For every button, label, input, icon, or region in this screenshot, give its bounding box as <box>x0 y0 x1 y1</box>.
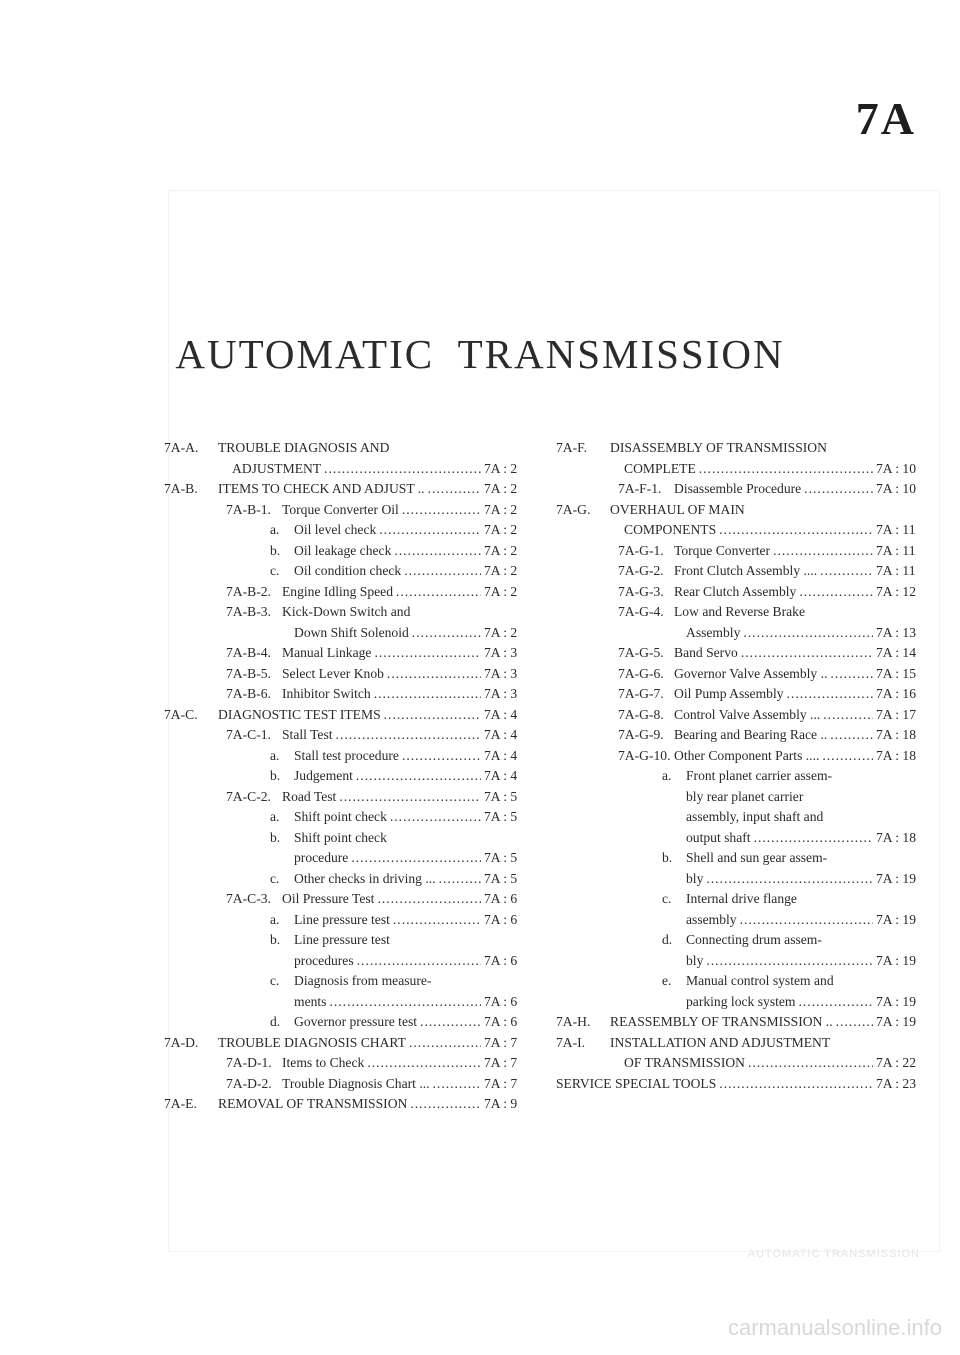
toc-entry-number: c. <box>270 973 280 988</box>
toc-entry-page: 7A : 6 <box>484 993 518 1009</box>
toc-entry <box>164 992 534 1013</box>
toc-entry <box>164 684 534 705</box>
toc-entry-label: Governor Valve Assembly .. <box>674 665 828 681</box>
toc-entry-label: TROUBLE DIAGNOSIS CHART <box>218 1034 406 1050</box>
toc-entry <box>164 623 534 644</box>
toc-entry-number: 7A-B-4. <box>226 645 271 660</box>
dot-leader <box>394 541 481 562</box>
toc-entry-label: Shift point check <box>294 809 387 824</box>
toc-entry-page: 7A : 2 <box>484 460 518 476</box>
toc-entry-label: Judgement <box>294 768 353 783</box>
toc-entry <box>164 807 534 828</box>
toc-entry <box>164 1074 534 1095</box>
toc-entry <box>164 705 534 726</box>
toc-entry-label: INSTALLATION AND ADJUSTMENT <box>610 1034 831 1050</box>
toc-entry-page: 7A : 7 <box>484 1055 518 1070</box>
toc-entry-page: 7A : 19 <box>876 993 917 1009</box>
toc-entry-label: Front planet carrier assem- <box>686 768 833 783</box>
dot-leader <box>741 643 873 664</box>
dot-leader <box>836 1012 873 1033</box>
dot-leader <box>743 623 873 644</box>
toc-entry-number: 7A-C-3. <box>226 891 271 906</box>
toc-entry <box>164 869 534 890</box>
dot-leader <box>410 1094 481 1115</box>
toc-entry-page: 7A : 4 <box>484 727 518 742</box>
dot-leader <box>377 889 481 910</box>
toc-entry-number: 7A-G-6. <box>618 665 664 681</box>
dot-leader <box>402 500 481 521</box>
toc-entry <box>164 1053 534 1074</box>
toc-entry-label: Down Shift Solenoid <box>294 624 409 640</box>
toc-entry <box>164 971 534 992</box>
toc-entry-number: 7A-E. <box>164 1096 197 1111</box>
dot-leader <box>387 664 481 685</box>
toc-entry-label: DIAGNOSTIC TEST ITEMS <box>218 706 381 722</box>
toc-entry-page: 7A : 2 <box>484 522 518 537</box>
page-title: AUTOMATIC TRANSMISSION <box>175 331 785 377</box>
dot-leader <box>393 910 481 931</box>
toc-entry-page: 7A : 5 <box>484 870 518 886</box>
toc-entry <box>164 1012 534 1033</box>
toc-entry-label: COMPONENTS <box>624 522 717 537</box>
toc-entry-number: 7A-G-3. <box>618 583 664 599</box>
toc-entry <box>556 684 926 705</box>
dot-leader <box>740 910 873 931</box>
toc-entry <box>556 582 926 603</box>
toc-entry-label: Rear Clutch Assembly <box>674 583 797 599</box>
toc-entry-page: 7A : 7 <box>484 1034 518 1050</box>
dot-leader <box>374 684 481 705</box>
toc-entry-number: a. <box>270 911 280 927</box>
toc-entry-label: Governor pressure test <box>294 1014 418 1029</box>
toc-entry <box>556 1033 926 1054</box>
toc-entry <box>556 541 926 562</box>
dot-leader <box>336 725 481 746</box>
toc-entry <box>556 930 926 951</box>
dot-leader <box>830 664 873 685</box>
toc-entry-number: a. <box>270 522 280 537</box>
toc-entry-label: Assembly <box>686 624 741 640</box>
toc-entry-page: 7A : 5 <box>484 788 518 804</box>
toc-entry <box>556 869 926 890</box>
toc-entry-page: 7A : 18 <box>876 747 917 763</box>
toc-entry-label: bly <box>686 952 704 968</box>
toc-entry-page: 7A : 2 <box>484 542 518 558</box>
toc-entry-number: 7A-G-10. <box>618 747 671 763</box>
toc-entry-label: ADJUSTMENT <box>232 460 322 476</box>
toc-entry-label: Road Test <box>282 788 337 804</box>
toc-entry <box>164 541 534 562</box>
toc-entry <box>164 910 534 931</box>
toc-entry-label: Oil condition check <box>294 563 402 578</box>
toc-entry-page: 7A : 11 <box>876 563 916 578</box>
toc-entry-number: 7A-B-1. <box>226 501 271 517</box>
toc-entry-label: OVERHAUL OF MAIN <box>610 501 745 517</box>
toc-entry-label: output shaft <box>686 829 751 845</box>
toc-entry-number: 7A-C. <box>164 706 198 722</box>
toc-entry-page: 7A : 18 <box>876 727 917 742</box>
toc-entry-number: e. <box>662 973 672 988</box>
toc-entry-page: 7A : 6 <box>484 952 518 968</box>
toc-entry-label: bly <box>686 870 704 886</box>
toc-entry-label: Bearing and Bearing Race .. <box>674 727 828 742</box>
toc-entry <box>164 1094 534 1115</box>
toc-entry <box>556 500 926 521</box>
toc-entry-label: Inhibitor Switch <box>282 686 371 701</box>
toc-entry-label: Kick-Down Switch and <box>282 604 411 619</box>
toc-entry-page: 7A : 22 <box>876 1055 917 1070</box>
toc-entry-page: 7A : 9 <box>484 1096 518 1111</box>
toc-entry-number: b. <box>270 542 281 558</box>
toc-entry-number: 7A-B-3. <box>226 604 271 619</box>
toc-entry-page: 7A : 18 <box>876 829 917 845</box>
toc-entry <box>556 1053 926 1074</box>
toc-entry-number: b. <box>270 932 281 947</box>
dot-leader <box>706 869 873 890</box>
toc-entry-label: Shift point check <box>294 829 387 845</box>
toc-entry-number: 7A-G-5. <box>618 645 664 660</box>
toc-entry-number: 7A-F-1. <box>618 481 662 496</box>
toc-left-column <box>164 438 534 1115</box>
toc-entry <box>164 520 534 541</box>
toc-entry-label: Shell and sun gear assem- <box>686 850 828 865</box>
toc-entry-page: 7A : 3 <box>484 645 518 660</box>
toc-entry-number: 7A-B-2. <box>226 583 271 599</box>
toc-entry-number: b. <box>270 829 281 845</box>
toc-entry-number: 7A-G-4. <box>618 604 664 619</box>
toc-entry <box>556 992 926 1013</box>
toc-entry-page: 7A : 6 <box>484 1014 518 1029</box>
toc-entry-label: Select Lever Knob <box>282 665 384 681</box>
toc-entry <box>556 643 926 664</box>
toc-entry-label: Other checks in driving ... <box>294 870 436 886</box>
toc-right-column <box>556 438 926 1094</box>
toc-entry-page: 7A : 13 <box>876 624 917 640</box>
toc-entry-label: Torque Converter Oil <box>282 501 399 517</box>
toc-entry-page: 7A : 19 <box>876 870 917 886</box>
watermark: carmanualsonline.info <box>727 1315 942 1340</box>
toc-entry-page: 7A : 11 <box>876 522 916 537</box>
toc-entry-number: 7A-I. <box>556 1034 586 1050</box>
toc-entry <box>556 561 926 582</box>
dot-leader <box>402 746 481 767</box>
chapter-code: 7A <box>855 93 916 144</box>
toc-entry <box>556 807 926 828</box>
dot-leader <box>374 643 481 664</box>
toc-entry <box>556 971 926 992</box>
dot-leader <box>699 459 873 480</box>
toc-entry-page: 7A : 3 <box>484 686 518 701</box>
toc-entry-label: Items to Check <box>282 1055 365 1070</box>
toc-entry-number: c. <box>270 563 280 578</box>
toc-entry-number: 7A-B-6. <box>226 686 271 701</box>
dot-leader <box>439 869 481 890</box>
toc-entry-page: 7A : 10 <box>876 460 917 476</box>
dot-leader <box>754 828 873 849</box>
toc-entry <box>556 705 926 726</box>
toc-entry <box>556 889 926 910</box>
toc-entry-page: 7A : 3 <box>484 665 518 681</box>
toc-entry-number: 7A-C-1. <box>226 727 271 742</box>
toc-entry-label: Band Servo <box>674 645 738 660</box>
dot-leader <box>433 1074 481 1095</box>
toc-entry <box>164 664 534 685</box>
toc-entry <box>164 787 534 808</box>
toc-entry-label: Oil level check <box>294 522 377 537</box>
toc-entry-page: 7A : 19 <box>876 911 917 927</box>
toc-entry-page: 7A : 2 <box>484 583 518 599</box>
toc-entry-number: a. <box>662 768 672 783</box>
toc-entry-number: a. <box>270 747 280 763</box>
dot-leader <box>420 1012 481 1033</box>
toc-entry-page: 7A : 5 <box>484 850 518 865</box>
dot-leader <box>706 951 873 972</box>
dot-leader <box>339 787 481 808</box>
dot-leader <box>820 561 873 582</box>
toc-entry-page: 7A : 17 <box>876 706 917 722</box>
toc-entry-label: REASSEMBLY OF TRANSMISSION .. <box>610 1014 833 1029</box>
toc-entry-label: DISASSEMBLY OF TRANSMISSION <box>610 440 827 455</box>
toc-entry-label: Stall test procedure <box>294 747 399 763</box>
toc-entry <box>164 725 534 746</box>
toc-entry <box>164 1033 534 1054</box>
toc-entry-label: procedure <box>294 850 349 865</box>
toc-entry-label: Diagnosis from measure- <box>294 973 432 988</box>
toc-entry <box>164 951 534 972</box>
toc-entry-label: procedures <box>294 952 354 968</box>
dot-leader <box>822 746 873 767</box>
toc-entry-label: Internal drive flange <box>686 891 797 906</box>
toc-entry <box>556 479 926 500</box>
dot-leader <box>428 479 481 500</box>
toc-entry-page: 7A : 6 <box>484 911 518 927</box>
toc-entry <box>164 746 534 767</box>
toc-entry <box>556 828 926 849</box>
toc-entry-label: Oil leakage check <box>294 542 392 558</box>
toc-entry-number: 7A-B-5. <box>226 665 271 681</box>
toc-entry-page: 7A : 4 <box>484 768 518 783</box>
toc-entry-page: 7A : 19 <box>876 952 917 968</box>
toc-entry-number: d. <box>662 932 673 947</box>
dot-leader <box>748 1053 873 1074</box>
toc-entry-number: 7A-D. <box>164 1034 199 1050</box>
toc-entry-page: 7A : 16 <box>876 686 917 701</box>
toc-entry-label: Line pressure test <box>294 911 390 927</box>
toc-entry <box>164 582 534 603</box>
toc-entry-label: Torque Converter <box>674 542 771 558</box>
dot-leader <box>773 541 873 562</box>
toc-entry-page: 7A : 6 <box>484 891 518 906</box>
toc-entry-page: 7A : 5 <box>484 809 518 824</box>
toc-entry <box>556 623 926 644</box>
toc-entry <box>164 561 534 582</box>
toc-entry-number: 7A-D-2. <box>226 1075 272 1091</box>
toc-entry-label: ITEMS TO CHECK AND ADJUST .. <box>218 481 425 496</box>
toc-entry-label: OF TRANSMISSION <box>624 1055 745 1070</box>
toc-entry-label: parking lock system <box>686 993 796 1009</box>
toc-entry-number: 7A-G-7. <box>618 686 664 701</box>
toc-entry-page: 7A : 15 <box>876 665 917 681</box>
dot-leader <box>830 725 873 746</box>
toc-entry-label: TROUBLE DIAGNOSIS AND <box>218 440 390 455</box>
toc-entry-label: ments <box>294 993 327 1009</box>
toc-entry-label: REMOVAL OF TRANSMISSION <box>218 1096 408 1111</box>
toc-entry-label: Connecting drum assem- <box>686 932 822 947</box>
toc-entry-label: assembly <box>686 911 737 927</box>
dot-leader <box>409 1033 481 1054</box>
toc-entry <box>556 746 926 767</box>
toc-entry-number: 7A-C-2. <box>226 788 271 804</box>
toc-entry-number: b. <box>662 850 673 865</box>
toc-entry-page: 7A : 14 <box>876 645 917 660</box>
toc-entry-page: 7A : 2 <box>484 563 518 578</box>
toc-entry-number: c. <box>270 870 280 886</box>
toc-entry-page: 7A : 23 <box>876 1075 917 1091</box>
toc-entry <box>164 766 534 787</box>
toc-entry-page: 7A : 4 <box>484 706 518 722</box>
dot-leader <box>823 705 873 726</box>
footer-ghost-text: AUTOMATIC TRANSMISSION <box>747 1248 920 1260</box>
toc-entry-page: 7A : 19 <box>876 1014 917 1029</box>
toc-entry-label: Control Valve Assembly ... <box>674 706 821 722</box>
toc-entry-label: Stall Test <box>282 727 333 742</box>
dot-leader <box>351 848 481 869</box>
toc-entry-label: Oil Pump Assembly <box>674 686 784 701</box>
toc-entry <box>164 479 534 500</box>
toc-entry <box>556 848 926 869</box>
toc-entry <box>164 828 534 849</box>
toc-entry-page: 7A : 11 <box>876 542 916 558</box>
toc-entry <box>164 459 534 480</box>
toc-entry <box>164 602 534 623</box>
toc-entry <box>164 438 534 459</box>
toc-entry <box>556 1012 926 1033</box>
toc-entry-number: 7A-G-2. <box>618 563 664 578</box>
toc-entry-number: 7A-F. <box>556 440 588 455</box>
toc-entry-number: a. <box>270 809 280 824</box>
toc-entry <box>556 438 926 459</box>
toc-entry-page: 7A : 2 <box>484 481 518 496</box>
toc-entry-label: Disassemble Procedure <box>674 481 802 496</box>
toc-entry <box>556 910 926 931</box>
toc-entry-label: Front Clutch Assembly .... <box>674 563 818 578</box>
toc-entry-label: Other Component Parts .... <box>674 747 820 763</box>
toc-entry <box>164 889 534 910</box>
toc-entry-number: 7A-G-1. <box>618 542 664 558</box>
toc-entry-label: COMPLETE <box>624 460 696 476</box>
toc-entry-number: 7A-D-1. <box>226 1055 272 1070</box>
toc-entry-number: 7A-A. <box>164 440 199 455</box>
toc-entry-page: 7A : 2 <box>484 624 518 640</box>
toc-entry <box>164 643 534 664</box>
dot-leader <box>324 459 481 480</box>
toc-entry-number: d. <box>270 1014 281 1029</box>
toc-entry <box>556 725 926 746</box>
toc-entry-number: 7A-H. <box>556 1014 591 1029</box>
toc-entry-page: 7A : 10 <box>876 481 917 496</box>
toc-entry-label: assembly, input shaft and <box>686 809 824 824</box>
toc-entry-label: Low and Reverse Brake <box>674 604 805 619</box>
toc-entry-number: 7A-G. <box>556 501 591 517</box>
toc-entry-number: 7A-B. <box>164 481 198 496</box>
toc-entry-label: Oil Pressure Test <box>282 891 375 906</box>
dot-leader <box>719 520 873 541</box>
dot-leader <box>390 807 481 828</box>
dot-leader <box>804 479 873 500</box>
toc-entry-page: 7A : 4 <box>484 747 518 763</box>
toc-entry-number: 7A-G-9. <box>618 727 664 742</box>
toc-entry <box>556 520 926 541</box>
toc-entry <box>556 1074 926 1095</box>
toc-entry-label: bly rear planet carrier <box>686 788 804 804</box>
toc-entry <box>164 930 534 951</box>
dot-leader <box>329 992 481 1013</box>
toc-entry-page: 7A : 12 <box>876 583 917 599</box>
toc-entry-page: 7A : 7 <box>484 1075 518 1091</box>
toc-entry-label: Manual Linkage <box>282 645 372 660</box>
toc-entry-number: 7A-G-8. <box>618 706 664 722</box>
dot-leader <box>787 684 873 705</box>
toc-entry-page: 7A : 2 <box>484 501 518 517</box>
dot-leader <box>719 1074 873 1095</box>
dot-leader <box>384 705 481 726</box>
toc-entry <box>164 500 534 521</box>
toc-entry-label: Line pressure test <box>294 932 390 947</box>
toc-entry-label: Trouble Diagnosis Chart ... <box>282 1075 430 1091</box>
dot-leader <box>404 561 481 582</box>
dot-leader <box>356 766 481 787</box>
toc-entry <box>556 766 926 787</box>
toc-entry-label: Manual control system and <box>686 973 834 988</box>
toc-entry <box>556 951 926 972</box>
dot-leader <box>367 1053 481 1074</box>
toc-entry-number: b. <box>270 768 281 783</box>
toc-entry-label: SERVICE SPECIAL TOOLS <box>556 1075 717 1091</box>
dot-leader <box>799 992 874 1013</box>
dot-leader <box>379 520 481 541</box>
toc-entry <box>164 848 534 869</box>
dot-leader <box>799 582 873 603</box>
toc-entry <box>556 602 926 623</box>
toc-entry <box>556 664 926 685</box>
dot-leader <box>412 623 481 644</box>
dot-leader <box>396 582 481 603</box>
toc-entry <box>556 787 926 808</box>
dot-leader <box>357 951 481 972</box>
toc-entry-number: c. <box>662 891 672 906</box>
toc-entry <box>556 459 926 480</box>
toc-entry-label: Engine Idling Speed <box>282 583 393 599</box>
